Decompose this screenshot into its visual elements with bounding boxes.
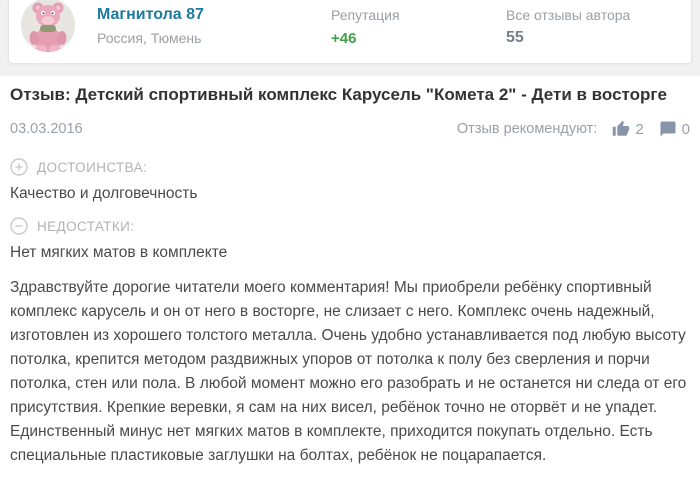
author-location: Россия, Тюмень <box>97 30 202 46</box>
author-username-link[interactable]: Магнитола 87 <box>97 6 204 23</box>
pros-section <box>10 158 690 203</box>
plus-circle-icon <box>10 158 28 176</box>
review-date: 03.03.2016 <box>10 121 83 137</box>
thumb-up-icon <box>612 120 630 138</box>
comments-button[interactable] <box>659 120 690 138</box>
pros-label-row <box>10 158 690 176</box>
author-header-card <box>8 0 692 64</box>
review-meta-row <box>10 120 690 138</box>
pros-label: ДОСТОИНСТВА: <box>37 159 148 175</box>
like-button[interactable] <box>612 120 643 138</box>
reputation-label: Репутация <box>331 7 400 23</box>
pros-text: Качество и долговечность <box>10 185 198 202</box>
minus-circle-icon <box>10 217 28 235</box>
comments-count: 0 <box>681 120 690 138</box>
cons-section <box>10 217 690 262</box>
recommend-label: Отзыв рекомендуют: <box>456 121 598 137</box>
recommend-group <box>457 120 690 138</box>
reputation-value: +46 <box>331 30 357 47</box>
review-body-text: Здравствуйте дорогие читатели моего комментария! Мы приобрели ребёнку спортивный комплекс карусель и он от него в восторге, не слизает с него. Комплекс очень надежный, изготовлен из хорошего толстого металла. Очень удобно устанавливается под любую высоту потолка, крепится методом раздвижных упоров от потолка к полу без сверления и порчи потолка, стен или пола. В любой момент можно его разобрать и не останется ни следа от его присутствия. Крепкие веревки, я сам на них висел, ребёнок точно не оторвёт и не упадет. Единственный минус нет мягких матов в комплекте, приходится покупать отдельно. Есть специальные пластиковые заглушки на болтах, ребёнок не поцарапается. <box>10 279 687 464</box>
cons-label-row <box>10 217 690 235</box>
review-title: Отзыв: Детский спортивный комплекс Карусель "Комета 2" - Дети в восторге <box>10 85 667 104</box>
author-reviews-label: Все отзывы автора <box>506 7 631 23</box>
reputation-block <box>331 7 400 47</box>
author-reviews-block <box>506 7 630 47</box>
cons-text: Нет мягких матов в комплекте <box>10 244 228 261</box>
comment-icon <box>659 120 677 138</box>
cons-label: НЕДОСТАТКИ: <box>37 218 135 234</box>
avatar[interactable] <box>21 0 75 52</box>
avatar-toy-image <box>21 0 75 52</box>
review-content <box>0 76 700 497</box>
likes-count: 2 <box>635 120 644 138</box>
author-reviews-count[interactable]: 55 <box>506 29 524 46</box>
